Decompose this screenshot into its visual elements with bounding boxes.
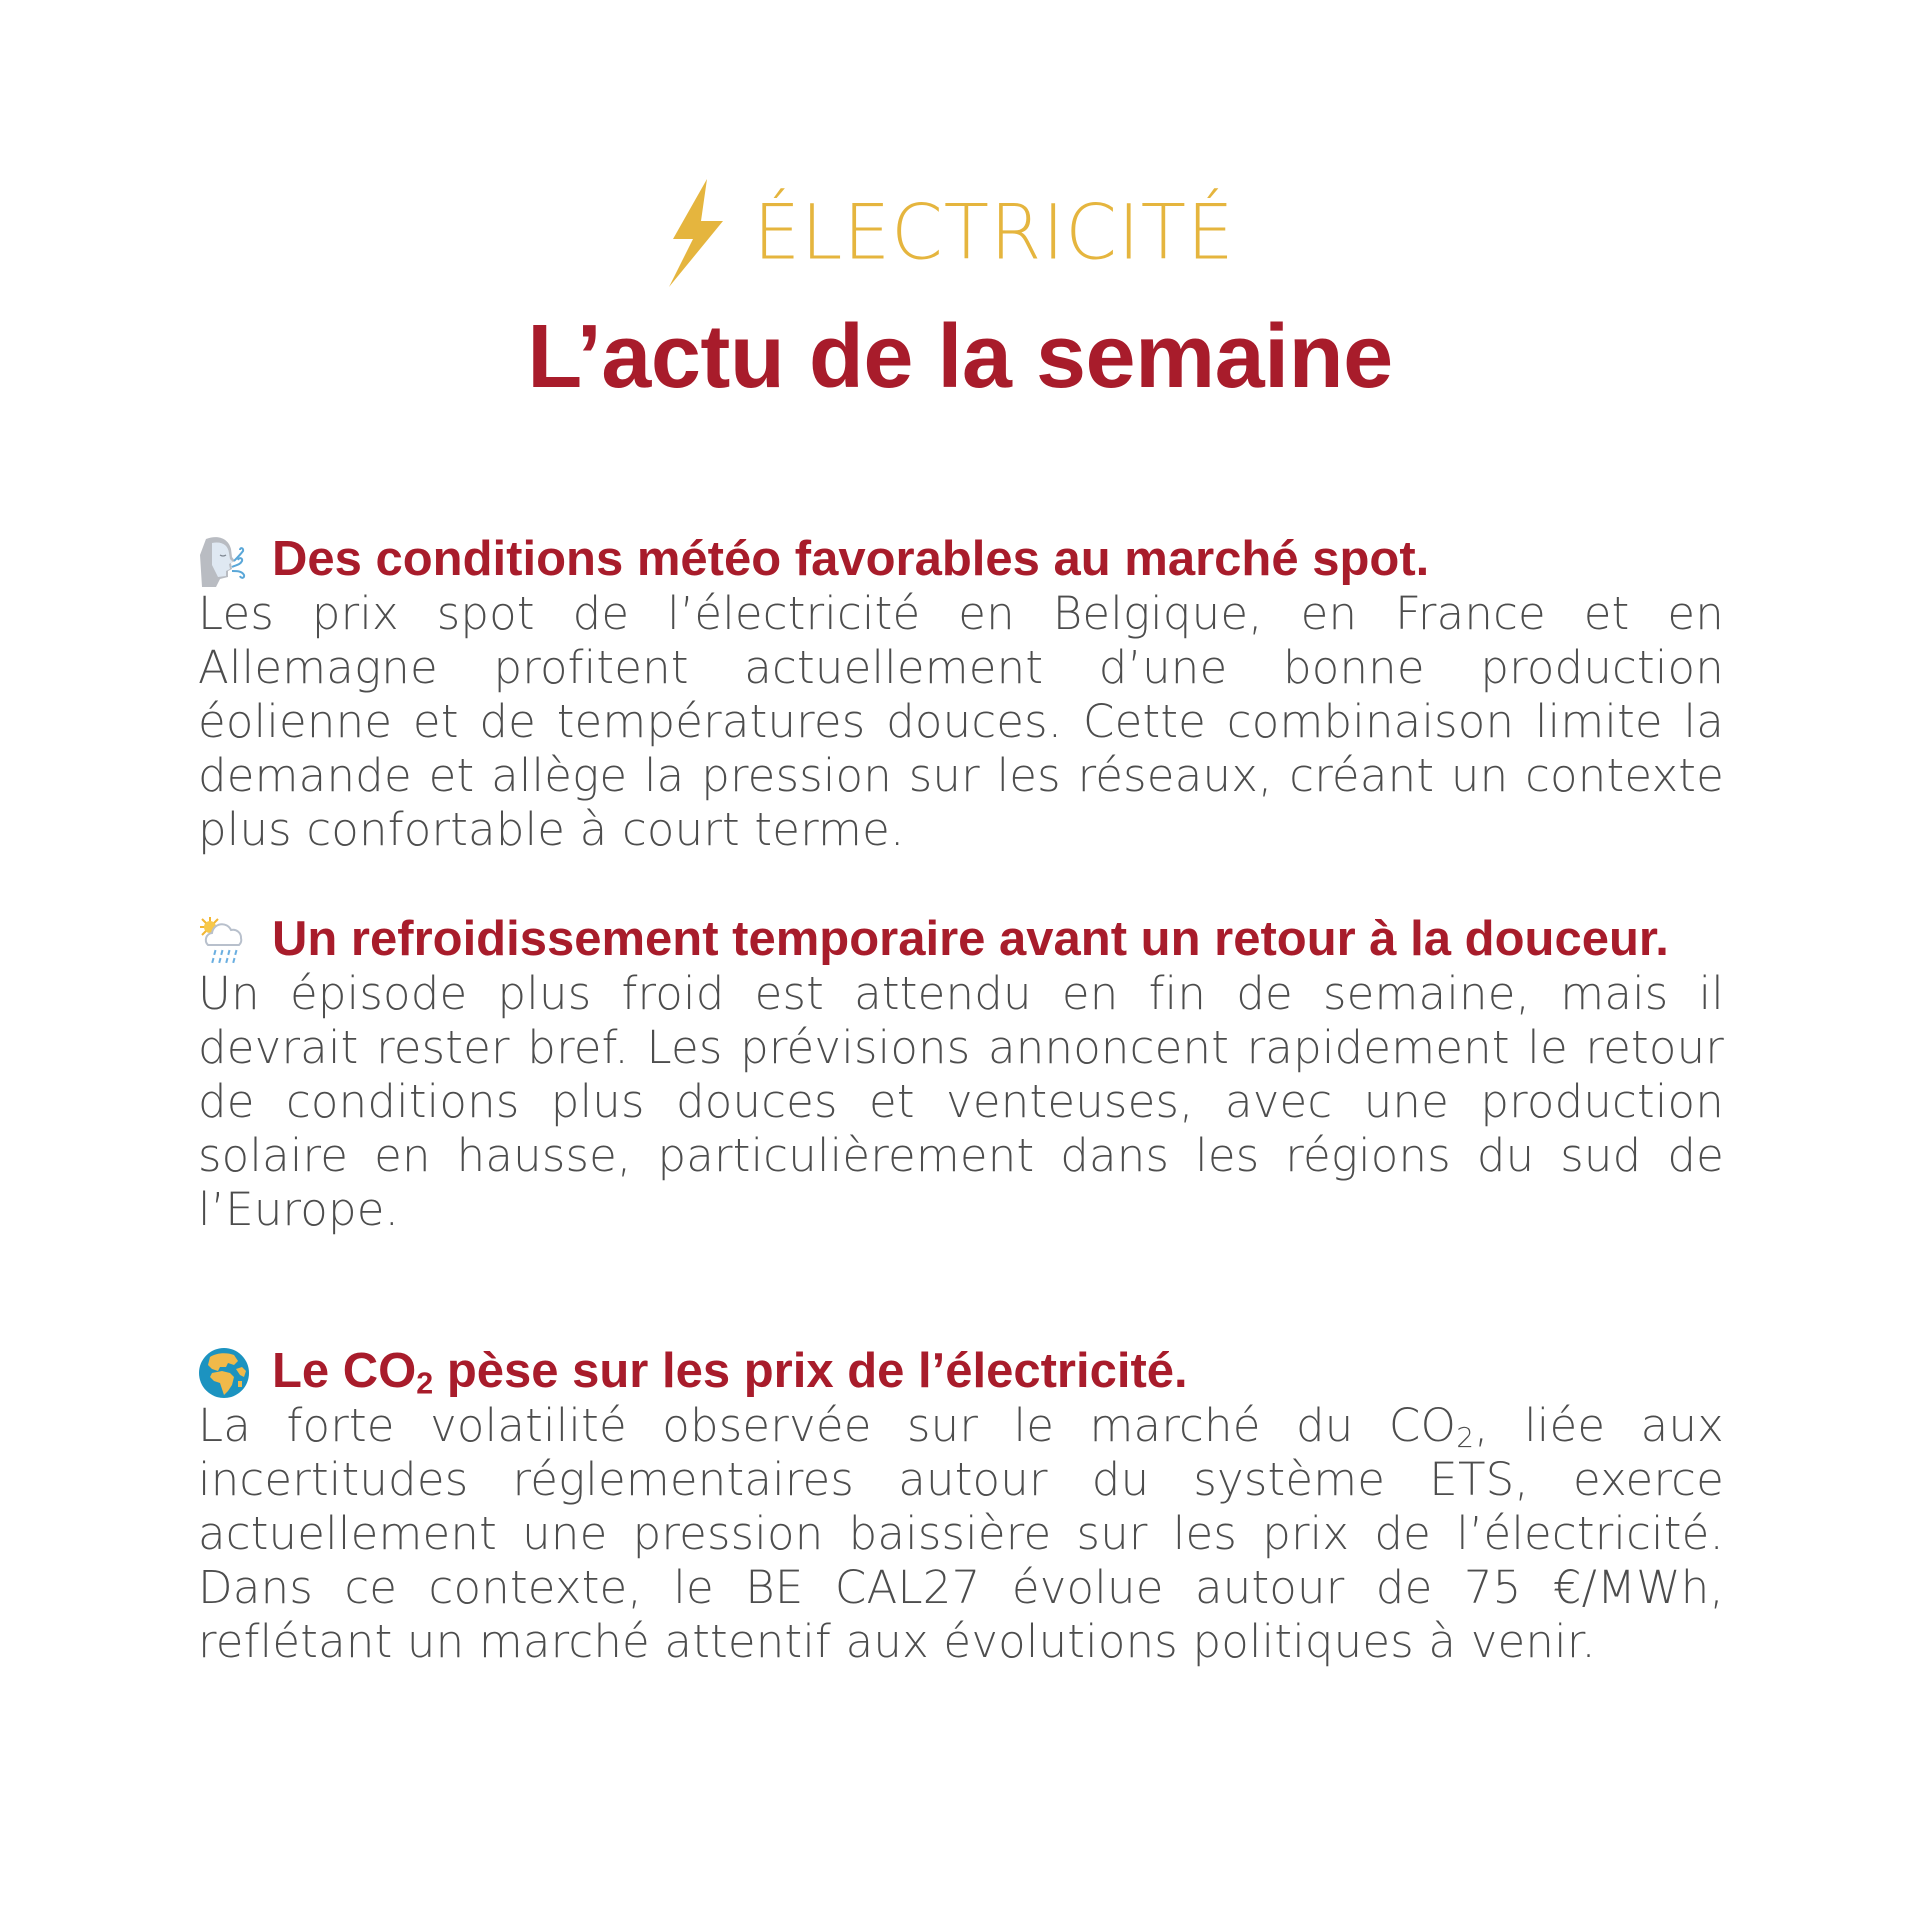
subscript: 2 [1456, 1421, 1475, 1455]
news-item-body: Un épisode plus froid est attendu en fin de semaine, mais il devrait rester bref. Les prévisions annoncent rapidement le retour de conditions plus douces et venteuses, avec une production solaire en hausse, particulièrement dans les régions du sud de l’Europe. [198, 967, 1724, 1236]
body-text: La forte volatilité observée sur le marché du CO [198, 1399, 1457, 1452]
news-item-header [198, 913, 1724, 967]
category-label: ÉLECTRICITÉ [753, 189, 1235, 277]
page-title: L’actu de la semaine [527, 307, 1393, 407]
news-item-title: Des conditions météo favorables au marché spot. [272, 532, 1430, 586]
news-item-title [272, 1344, 1724, 1401]
lightning-bolt-icon [667, 179, 725, 287]
sun-behind-rain-cloud-icon [198, 915, 250, 967]
news-item-body: Les prix spot de l’électricité en Belgique, en France et en Allemagne profitent actuellement d’une bonne production éolienne et de températures douces. Cette combinaison limite la demande et allège la pression sur les réseaux, créant un contexte plus confortable à court terme. [198, 587, 1724, 856]
news-item-cold-snap [198, 913, 1724, 1237]
wind-face-icon [198, 535, 250, 587]
section-kicker [0, 178, 1920, 288]
news-item-body [198, 1399, 1724, 1669]
news-item-title: Un refroidissement temporaire avant un retour à la douceur. [272, 912, 1669, 966]
globe-europe-africa-icon [198, 1347, 250, 1399]
subscript: 2 [416, 1366, 434, 1401]
news-item-weather-spot [198, 533, 1724, 857]
news-item-header [198, 1345, 1724, 1399]
news-item-header [198, 533, 1724, 587]
body-text: , liée aux incertitudes réglementaires autour du système ETS, exerce actuellement une pression baissière sur les prix de l’électricité. Dans ce contexte, le BE CAL27 évolue autour de 75 €/MWh, reflétant un marché attentif aux évolutions politiques à venir. [198, 1399, 1725, 1668]
title-text: Le CO [272, 1344, 417, 1398]
title-text: pèse sur les prix de l’électricité. [433, 1344, 1188, 1398]
news-item-co2-prices [198, 1345, 1724, 1669]
